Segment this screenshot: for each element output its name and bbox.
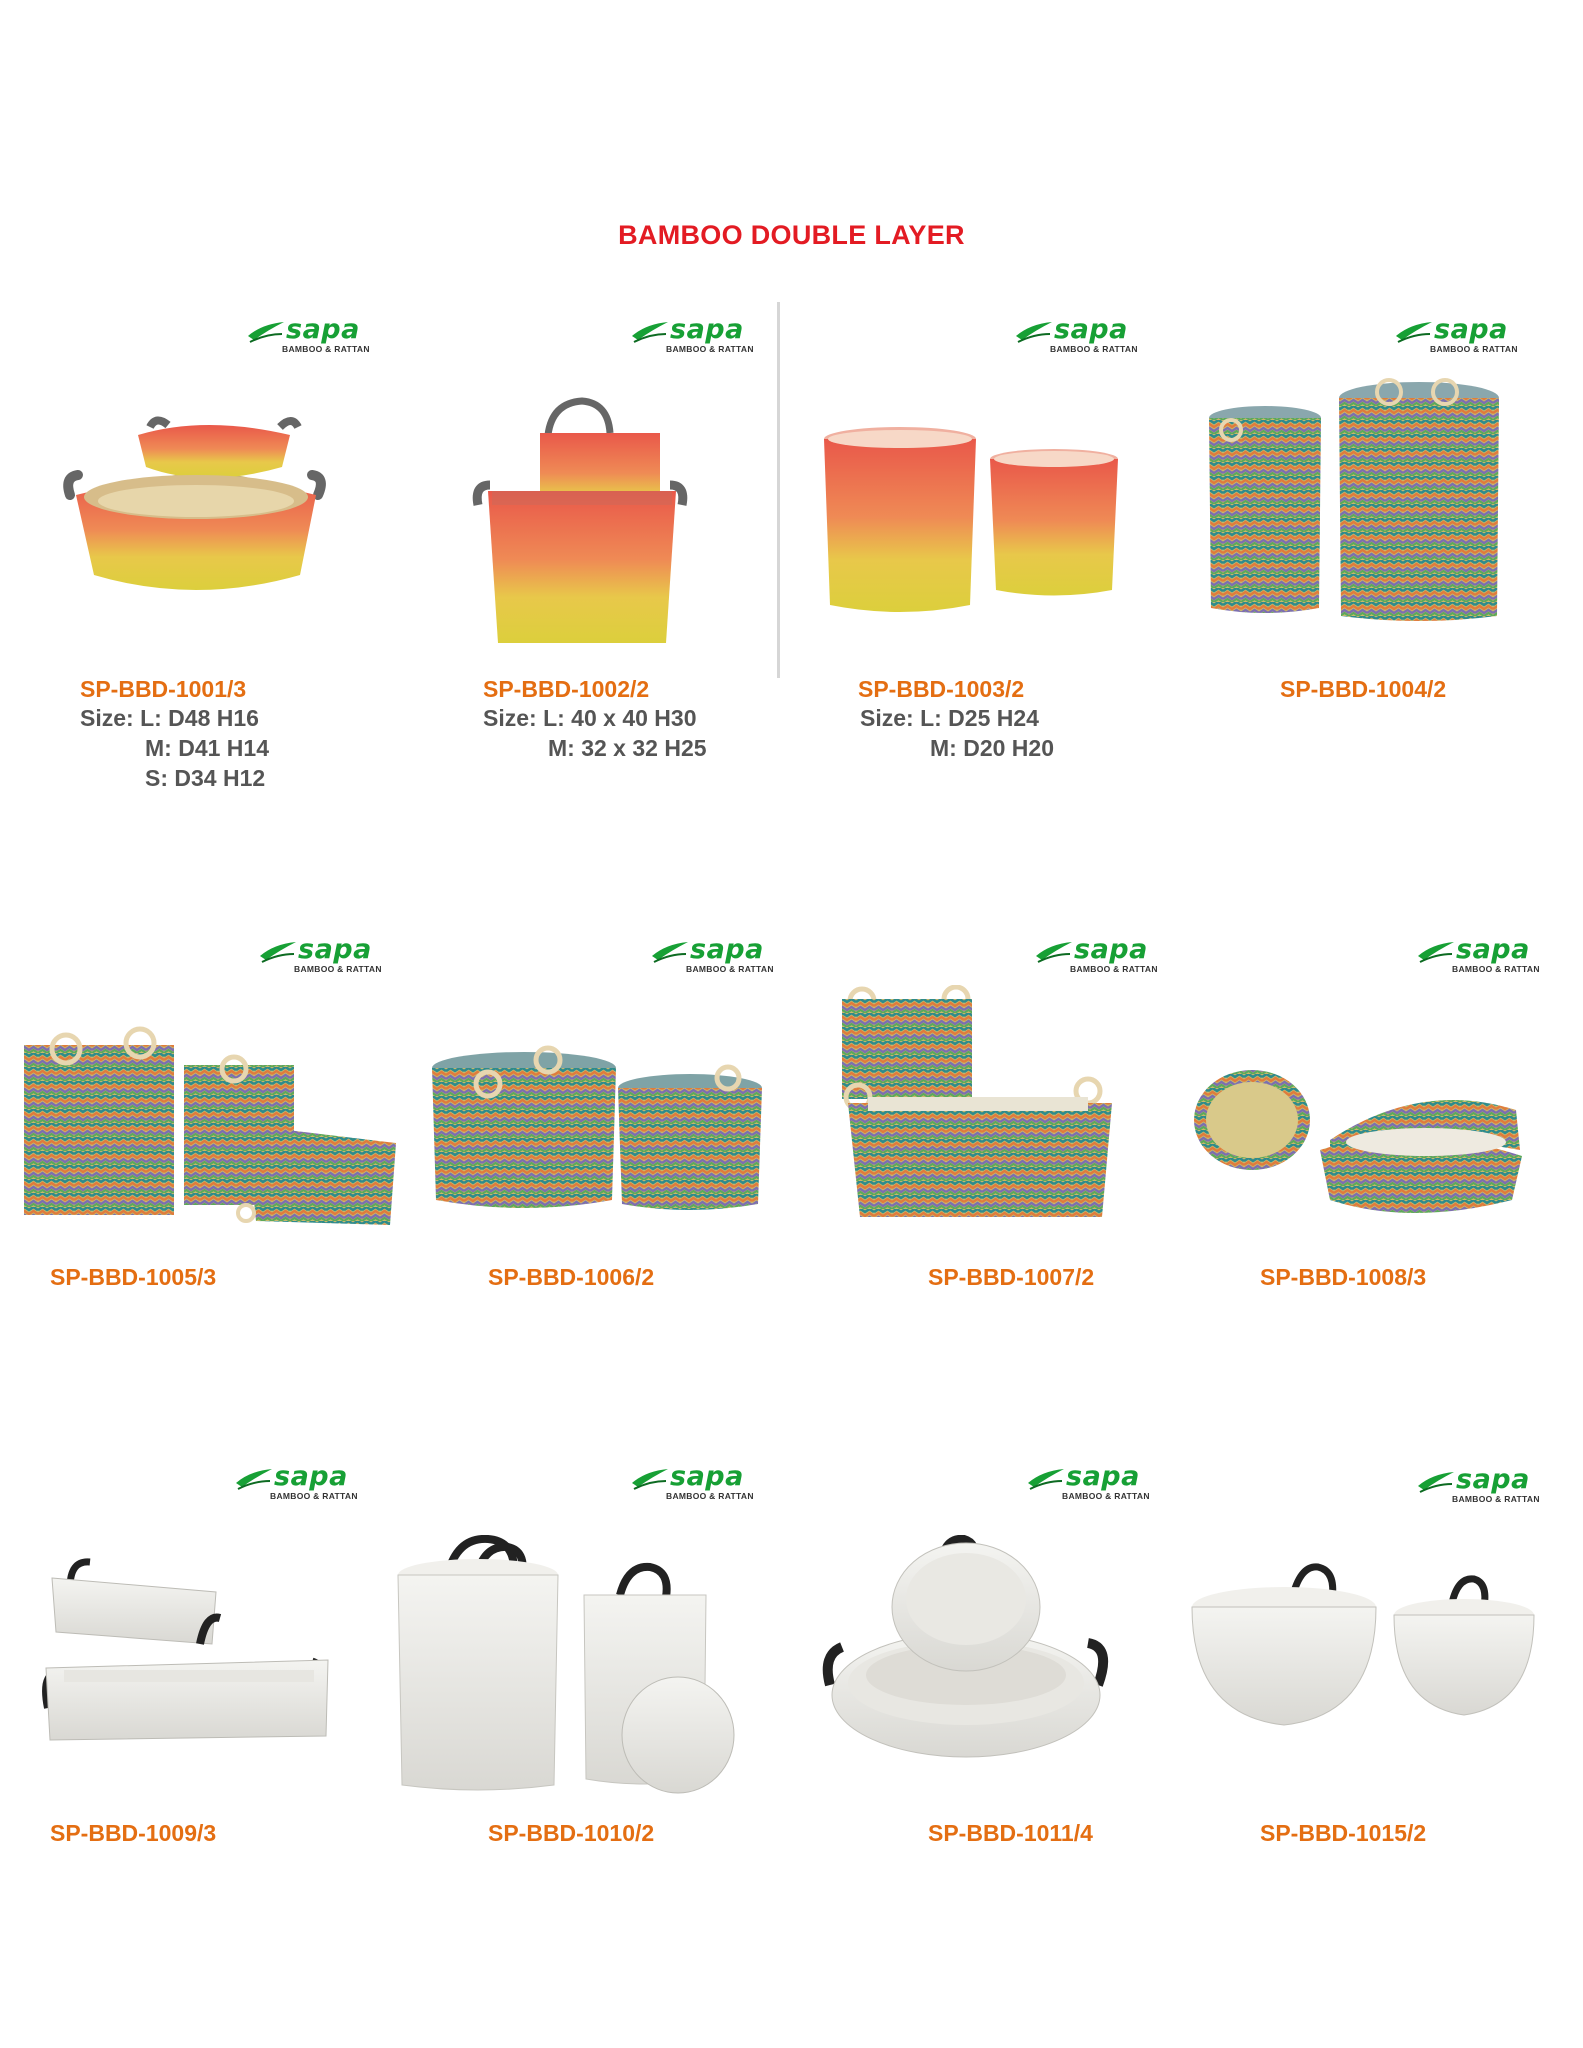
product-code: SP-BBD-1008/3 (1260, 1264, 1427, 1290)
brand-logo (1396, 314, 1536, 358)
brand-tagline: BAMBOO & RATTAN (270, 1491, 358, 1501)
brand-logo (260, 934, 400, 978)
brand-name: sapa (670, 314, 744, 345)
bamboo-leaf-icon (652, 938, 692, 964)
brand-name: sapa (1066, 1461, 1140, 1492)
brand-name: sapa (286, 314, 360, 345)
product-code: SP-BBD-1009/3 (50, 1820, 217, 1846)
brand-tagline: BAMBOO & RATTAN (294, 964, 382, 974)
product-photo (470, 385, 690, 650)
brand-logo (632, 1461, 772, 1505)
product-code: SP-BBD-1005/3 (50, 1264, 217, 1290)
brand-name: sapa (274, 1461, 348, 1492)
product-code: SP-BBD-1003/2 (858, 676, 1025, 702)
brand-logo (1016, 314, 1156, 358)
product-code: SP-BBD-1015/2 (1260, 1820, 1427, 1846)
brand-tagline: BAMBOO & RATTAN (282, 344, 370, 354)
brand-logo (632, 314, 772, 358)
brand-tagline: BAMBOO & RATTAN (1050, 344, 1138, 354)
page-title: BAMBOO DOUBLE LAYER (618, 220, 965, 250)
size-line: M: D41 H14 (145, 735, 269, 761)
product-code: SP-BBD-1011/4 (928, 1820, 1093, 1846)
bamboo-leaf-icon (236, 1465, 276, 1491)
product-photo (388, 1535, 738, 1795)
bamboo-leaf-icon (1036, 938, 1076, 964)
size-line: M: 32 x 32 H25 (548, 735, 707, 761)
brand-tagline: BAMBOO & RATTAN (1070, 964, 1158, 974)
size-line: S: D34 H12 (145, 765, 266, 791)
brand-tagline: BAMBOO & RATTAN (1452, 1494, 1540, 1504)
brand-logo (1028, 1461, 1168, 1505)
product-photo (820, 425, 1120, 620)
bamboo-leaf-icon (632, 318, 672, 344)
brand-tagline: BAMBOO & RATTAN (666, 344, 754, 354)
product-code: SP-BBD-1002/2 (483, 676, 650, 702)
product-photo (60, 405, 330, 615)
product-photo (1205, 378, 1515, 623)
product-photo (1188, 1555, 1548, 1745)
bamboo-leaf-icon (1418, 1468, 1458, 1494)
brand-logo (1036, 934, 1176, 978)
product-photo (838, 985, 1118, 1225)
product-code: SP-BBD-1007/2 (928, 1264, 1095, 1290)
bamboo-leaf-icon (1028, 1465, 1068, 1491)
brand-tagline: BAMBOO & RATTAN (1452, 964, 1540, 974)
size-line: Size: L: D48 H16 (80, 705, 259, 731)
product-photo (1190, 1060, 1530, 1220)
product-photo (20, 1025, 400, 1235)
size-line: Size: L: D25 H24 (860, 705, 1039, 731)
brand-name: sapa (670, 1461, 744, 1492)
bamboo-leaf-icon (260, 938, 300, 964)
size-line: Size: L: 40 x 40 H30 (483, 705, 697, 731)
brand-name: sapa (690, 934, 764, 965)
product-code: SP-BBD-1010/2 (488, 1820, 655, 1846)
bamboo-leaf-icon (632, 1465, 672, 1491)
brand-name: sapa (1456, 934, 1530, 965)
brand-tagline: BAMBOO & RATTAN (686, 964, 774, 974)
bamboo-leaf-icon (1418, 938, 1458, 964)
brand-logo (1418, 934, 1558, 978)
brand-logo (652, 934, 792, 978)
bamboo-leaf-icon (1016, 318, 1056, 344)
column-divider (777, 302, 780, 678)
product-code: SP-BBD-1004/2 (1280, 676, 1447, 702)
product-code: SP-BBD-1001/3 (80, 676, 247, 702)
brand-name: sapa (1054, 314, 1128, 345)
brand-tagline: BAMBOO & RATTAN (666, 1491, 754, 1501)
size-line: M: D20 H20 (930, 735, 1054, 761)
brand-name: sapa (1434, 314, 1508, 345)
bamboo-leaf-icon (1396, 318, 1436, 344)
brand-logo (236, 1461, 376, 1505)
brand-name: sapa (298, 934, 372, 965)
product-photo (40, 1548, 340, 1748)
brand-name: sapa (1456, 1464, 1530, 1495)
brand-logo (1418, 1464, 1558, 1508)
product-photo (822, 1535, 1112, 1775)
brand-tagline: BAMBOO & RATTAN (1062, 1491, 1150, 1501)
brand-tagline: BAMBOO & RATTAN (1430, 344, 1518, 354)
bamboo-leaf-icon (248, 318, 288, 344)
product-code: SP-BBD-1006/2 (488, 1264, 655, 1290)
brand-logo (248, 314, 388, 358)
brand-name: sapa (1074, 934, 1148, 965)
product-photo (428, 1040, 768, 1220)
